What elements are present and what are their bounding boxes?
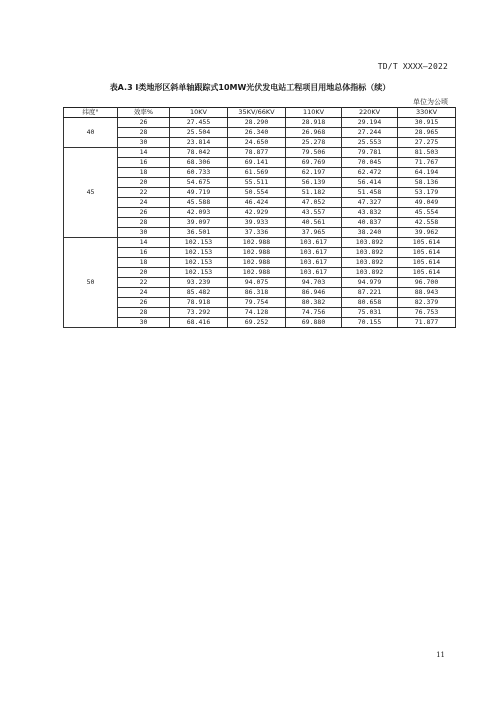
value-110kv-cell: 79.506 [286, 148, 342, 158]
value-330kv-cell: 42.558 [398, 218, 456, 228]
value-35kv-66kv-cell: 61.569 [228, 168, 286, 178]
value-220kv-cell: 80.658 [342, 298, 398, 308]
value-330kv-cell: 82.379 [398, 298, 456, 308]
value-330kv-cell: 105.614 [398, 238, 456, 248]
value-220kv-cell: 56.414 [342, 178, 398, 188]
value-35kv-66kv-cell: 28.290 [228, 118, 286, 128]
column-header-330kv: 330KV [398, 108, 456, 118]
table-row [64, 238, 456, 248]
value-35kv-66kv-cell: 79.754 [228, 298, 286, 308]
value-35kv-66kv-cell: 102.988 [228, 268, 286, 278]
value-220kv-cell: 51.458 [342, 188, 398, 198]
value-10kv-cell: 102.153 [170, 258, 228, 268]
column-header-110kv: 110KV [286, 108, 342, 118]
table-row [64, 188, 456, 198]
efficiency-cell: 22 [118, 188, 170, 198]
value-110kv-cell: 80.382 [286, 298, 342, 308]
efficiency-cell: 16 [118, 158, 170, 168]
value-110kv-cell: 25.278 [286, 138, 342, 148]
table-row [64, 218, 456, 228]
efficiency-cell: 14 [118, 148, 170, 158]
column-header-latitude: 纬度° [64, 108, 118, 118]
column-header-10kv: 10KV [170, 108, 228, 118]
efficiency-cell: 28 [118, 308, 170, 318]
efficiency-cell: 20 [118, 178, 170, 188]
table-row [64, 138, 456, 148]
value-330kv-cell: 27.275 [398, 138, 456, 148]
table-title: 表A.3 Ⅰ类地形区斜单轴跟踪式10MW光伏发电站工程项目用地总体指标（续） [109, 83, 391, 92]
value-110kv-cell: 69.880 [286, 318, 342, 328]
value-10kv-cell: 39.097 [170, 218, 228, 228]
table-body [64, 118, 456, 328]
value-330kv-cell: 39.962 [398, 228, 456, 238]
value-10kv-cell: 68.416 [170, 318, 228, 328]
land-use-index-table [63, 107, 456, 328]
value-220kv-cell: 62.472 [342, 168, 398, 178]
value-110kv-cell: 28.918 [286, 118, 342, 128]
value-110kv-cell: 40.561 [286, 218, 342, 228]
value-35kv-66kv-cell: 69.252 [228, 318, 286, 328]
value-330kv-cell: 76.753 [398, 308, 456, 318]
efficiency-cell: 30 [118, 228, 170, 238]
value-10kv-cell: 68.306 [170, 158, 228, 168]
efficiency-cell: 28 [118, 218, 170, 228]
efficiency-cell: 18 [118, 258, 170, 268]
table-row [64, 258, 456, 268]
column-header-efficiency: 效率% [118, 108, 170, 118]
column-header-35kv-66kv: 35KV/66KV [228, 108, 286, 118]
value-220kv-cell: 103.892 [342, 268, 398, 278]
value-35kv-66kv-cell: 39.933 [228, 218, 286, 228]
value-220kv-cell: 27.244 [342, 128, 398, 138]
value-110kv-cell: 26.968 [286, 128, 342, 138]
value-220kv-cell: 70.045 [342, 158, 398, 168]
value-220kv-cell: 75.031 [342, 308, 398, 318]
value-110kv-cell: 86.946 [286, 288, 342, 298]
value-10kv-cell: 36.501 [170, 228, 228, 238]
value-330kv-cell: 28.965 [398, 128, 456, 138]
value-220kv-cell: 103.892 [342, 248, 398, 258]
value-330kv-cell: 81.503 [398, 148, 456, 158]
value-330kv-cell: 105.614 [398, 258, 456, 268]
table-row [64, 228, 456, 238]
efficiency-cell: 26 [118, 208, 170, 218]
value-35kv-66kv-cell: 24.650 [228, 138, 286, 148]
value-220kv-cell: 43.832 [342, 208, 398, 218]
latitude-group-cell: 45 [64, 148, 118, 238]
table-row [64, 118, 456, 128]
value-10kv-cell: 93.239 [170, 278, 228, 288]
table-row [64, 318, 456, 328]
page-number: 11 [436, 651, 445, 659]
efficiency-cell: 24 [118, 288, 170, 298]
value-220kv-cell: 38.240 [342, 228, 398, 238]
value-10kv-cell: 85.482 [170, 288, 228, 298]
value-10kv-cell: 78.042 [170, 148, 228, 158]
value-110kv-cell: 69.769 [286, 158, 342, 168]
value-220kv-cell: 29.194 [342, 118, 398, 128]
value-10kv-cell: 23.814 [170, 138, 228, 148]
value-220kv-cell: 79.781 [342, 148, 398, 158]
value-110kv-cell: 37.965 [286, 228, 342, 238]
efficiency-cell: 24 [118, 198, 170, 208]
efficiency-cell: 28 [118, 128, 170, 138]
value-220kv-cell: 47.327 [342, 198, 398, 208]
value-330kv-cell: 71.877 [398, 318, 456, 328]
efficiency-cell: 26 [118, 118, 170, 128]
value-35kv-66kv-cell: 102.988 [228, 248, 286, 258]
table-row [64, 288, 456, 298]
value-110kv-cell: 74.756 [286, 308, 342, 318]
value-35kv-66kv-cell: 42.929 [228, 208, 286, 218]
column-header-220kv: 220KV [342, 108, 398, 118]
table-row [64, 308, 456, 318]
value-110kv-cell: 94.703 [286, 278, 342, 288]
value-220kv-cell: 25.553 [342, 138, 398, 148]
value-10kv-cell: 42.093 [170, 208, 228, 218]
value-330kv-cell: 105.614 [398, 248, 456, 258]
latitude-group-cell: 40 [64, 118, 118, 148]
value-110kv-cell: 62.197 [286, 168, 342, 178]
value-10kv-cell: 25.504 [170, 128, 228, 138]
table-header-row [64, 108, 456, 118]
value-110kv-cell: 103.617 [286, 268, 342, 278]
table-row [64, 148, 456, 158]
value-35kv-66kv-cell: 46.424 [228, 198, 286, 208]
value-330kv-cell: 88.943 [398, 288, 456, 298]
value-330kv-cell: 45.554 [398, 208, 456, 218]
value-110kv-cell: 43.557 [286, 208, 342, 218]
value-35kv-66kv-cell: 102.988 [228, 238, 286, 248]
efficiency-cell: 20 [118, 268, 170, 278]
value-220kv-cell: 103.892 [342, 238, 398, 248]
value-110kv-cell: 56.139 [286, 178, 342, 188]
value-10kv-cell: 102.153 [170, 248, 228, 258]
efficiency-cell: 18 [118, 168, 170, 178]
efficiency-cell: 30 [118, 318, 170, 328]
value-220kv-cell: 70.155 [342, 318, 398, 328]
table-row [64, 248, 456, 258]
value-220kv-cell: 87.221 [342, 288, 398, 298]
value-110kv-cell: 103.617 [286, 248, 342, 258]
value-35kv-66kv-cell: 78.877 [228, 148, 286, 158]
table-row [64, 298, 456, 308]
table-row [64, 278, 456, 288]
value-110kv-cell: 103.617 [286, 238, 342, 248]
value-330kv-cell: 49.049 [398, 198, 456, 208]
table-row [64, 178, 456, 188]
unit-note: 单位为公顷 [413, 98, 448, 106]
value-220kv-cell: 40.837 [342, 218, 398, 228]
value-10kv-cell: 102.153 [170, 268, 228, 278]
value-35kv-66kv-cell: 55.511 [228, 178, 286, 188]
value-10kv-cell: 27.455 [170, 118, 228, 128]
value-35kv-66kv-cell: 50.554 [228, 188, 286, 198]
value-330kv-cell: 58.136 [398, 178, 456, 188]
value-330kv-cell: 53.179 [398, 188, 456, 198]
efficiency-cell: 22 [118, 278, 170, 288]
value-35kv-66kv-cell: 69.141 [228, 158, 286, 168]
value-330kv-cell: 96.700 [398, 278, 456, 288]
value-220kv-cell: 94.979 [342, 278, 398, 288]
efficiency-cell: 26 [118, 298, 170, 308]
table-row [64, 208, 456, 218]
value-110kv-cell: 51.182 [286, 188, 342, 198]
table-row [64, 168, 456, 178]
value-330kv-cell: 105.614 [398, 268, 456, 278]
value-330kv-cell: 71.767 [398, 158, 456, 168]
table-row [64, 158, 456, 168]
efficiency-cell: 30 [118, 138, 170, 148]
value-35kv-66kv-cell: 74.128 [228, 308, 286, 318]
value-110kv-cell: 47.052 [286, 198, 342, 208]
value-330kv-cell: 30.915 [398, 118, 456, 128]
table-row [64, 268, 456, 278]
value-10kv-cell: 73.292 [170, 308, 228, 318]
value-330kv-cell: 64.194 [398, 168, 456, 178]
document-code: TD/T XXXX—2022 [377, 62, 448, 71]
value-10kv-cell: 78.918 [170, 298, 228, 308]
value-110kv-cell: 103.617 [286, 258, 342, 268]
efficiency-cell: 16 [118, 248, 170, 258]
value-10kv-cell: 45.588 [170, 198, 228, 208]
value-35kv-66kv-cell: 37.336 [228, 228, 286, 238]
latitude-group-cell: 50 [64, 238, 118, 328]
table-row [64, 128, 456, 138]
value-10kv-cell: 54.675 [170, 178, 228, 188]
value-10kv-cell: 49.719 [170, 188, 228, 198]
value-35kv-66kv-cell: 26.340 [228, 128, 286, 138]
value-220kv-cell: 103.892 [342, 258, 398, 268]
value-35kv-66kv-cell: 86.318 [228, 288, 286, 298]
value-10kv-cell: 102.153 [170, 238, 228, 248]
value-10kv-cell: 60.733 [170, 168, 228, 178]
value-35kv-66kv-cell: 102.988 [228, 258, 286, 268]
efficiency-cell: 14 [118, 238, 170, 248]
table-row [64, 198, 456, 208]
value-35kv-66kv-cell: 94.075 [228, 278, 286, 288]
